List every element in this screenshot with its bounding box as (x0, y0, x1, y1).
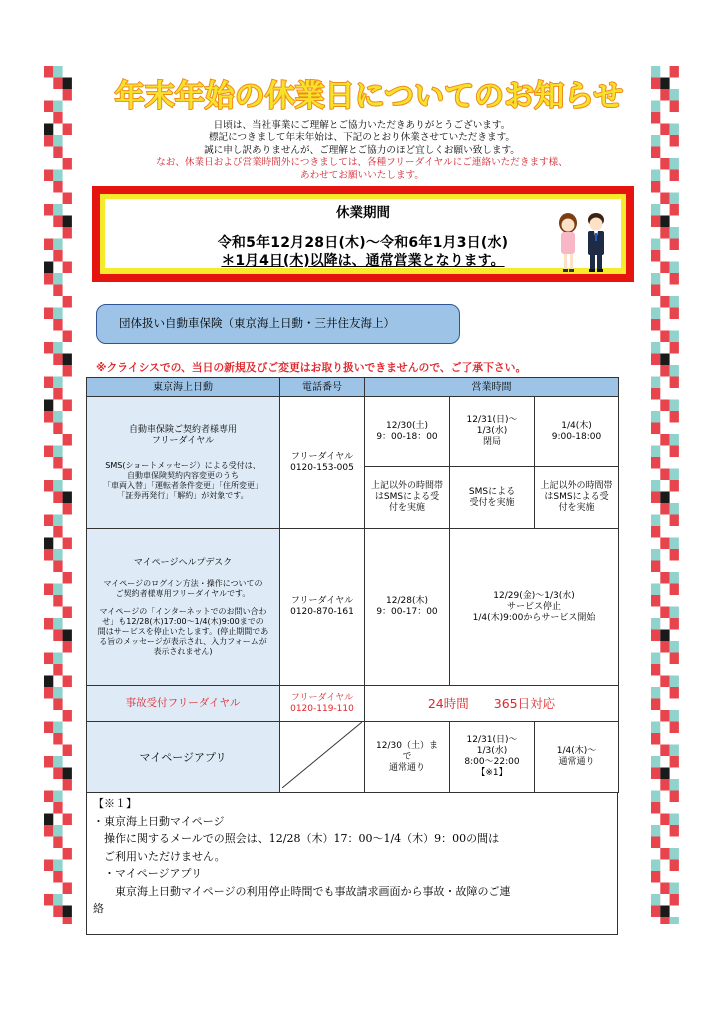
header-hours: 営業時間 (365, 378, 619, 397)
hours-time: 9：00-18：00 (376, 431, 438, 442)
footnote-line: ご利用いただけません。 (93, 849, 226, 863)
warning-text: ※クライシスでの、当日の新規及びご変更はお取り扱いできませんので、ご了承下さい。 (96, 361, 527, 374)
hours-cell (450, 529, 619, 686)
sms-note: はSMSによる受 (374, 492, 440, 502)
phone-number[interactable]: 0120-119-110 (290, 703, 354, 714)
checkered-border-left (44, 66, 72, 924)
row-title: マイページアプリ (139, 750, 227, 764)
intro-line: なお、休業日および営業時間外につきましては、各種フリーダイヤルにご連絡いただきます様、 (156, 157, 568, 169)
sms-note: はSMSによる受 (544, 492, 609, 502)
intro-line: 誠に申し訳ありませんが、ご理解とご協力のほど宜しくお願い致します。 (204, 144, 520, 156)
phone-cell (280, 686, 365, 722)
phone-label: フリーダイヤル (290, 596, 354, 606)
hours-time: 8:00～22:00 (464, 757, 520, 767)
row-note: 自動車保険契約内容変更のうち (127, 470, 239, 480)
phone-label: フリーダイヤル (290, 692, 354, 703)
row-label-mypage-helpdesk (87, 529, 280, 686)
row-note: る旨のメッセージが表示され、入力フォームが (99, 636, 267, 646)
row-note: マイページのログイン方法・操作についての (103, 578, 263, 588)
row-label-accident (87, 686, 280, 722)
intro-line: 日頃は、当社事業にご理解とご協力いただきありがとうございます。 (213, 120, 511, 131)
hours-date: 12/31(日)～ (466, 415, 518, 425)
row-label-auto-insurance (87, 397, 280, 529)
row-note: マイページの「インターネットでのお問い合わ (99, 606, 267, 616)
hours-time: 9:00-18:00 (551, 431, 602, 442)
hours-24-365: 24時間 365日対応 (427, 696, 556, 711)
row-note: SMS(ショートメッセージ）による受付は、 (105, 460, 261, 470)
phone-number[interactable]: 0120-870-161 (290, 607, 354, 617)
hours-status: サービス停止 (506, 601, 561, 612)
table-header-row (87, 378, 619, 397)
intro-line: 標記につきまして年末年始は、下記のとおり休業させていただきます。 (208, 132, 516, 144)
intro-line: あわせてお願いいたします。 (300, 169, 424, 181)
hours-cell (450, 397, 535, 467)
row-label-mypage-app (87, 722, 280, 793)
row-title: 自動車保険ご契約者様専用 (128, 424, 237, 435)
table-row (87, 722, 619, 793)
hours-cell (450, 722, 535, 793)
row-note: 間はサービスを停止いたします。(停止期間であ (97, 626, 269, 636)
table-row (87, 529, 619, 686)
page-title-graphic (104, 72, 634, 116)
hours-cell (365, 722, 450, 793)
hours-date: 1/4(木) (561, 420, 592, 431)
hours-status: 通常通り (388, 762, 425, 773)
closing-period-note-text: ＊1月4日(木)以降は、通常営業となります。 (221, 253, 505, 269)
hours-date: 1/3(水) (476, 746, 508, 756)
hours-date: 12/28(木) (386, 596, 428, 606)
hours-status: 通常通り (558, 757, 595, 767)
row-title: フリーダイヤル (151, 435, 215, 446)
sms-note: 上記以外の時間帯 (370, 481, 443, 491)
header-phone: 電話番号 (280, 378, 365, 397)
hours-cell (365, 529, 450, 686)
row-note: 「車両入替」「運転者条件変更」「住所変更」 (103, 480, 263, 490)
phone-number[interactable]: 0120-153-005 (290, 462, 354, 473)
footnote-line: 操作に関するメールでの照会は、12/28（木）17：00～1/4（木）9：00の間は (93, 832, 500, 845)
sms-note: SMSによる (468, 486, 516, 497)
sms-note: 受付を実施 (469, 497, 515, 508)
phone-cell (280, 529, 365, 686)
row-title: 事故受付フリーダイヤル (125, 697, 241, 709)
footnote-line: 絡 (93, 902, 104, 915)
hours-date: 1/4(木)～ (556, 746, 597, 756)
staff-illustration (548, 205, 620, 277)
footnote-box (86, 792, 618, 935)
sms-cell (365, 467, 450, 529)
hours-date: 1/3(水) (476, 426, 508, 436)
hours-table (86, 377, 619, 793)
closing-period-dates: 令和5年12月28日(木)～令和6年1月3日(水) (217, 235, 509, 251)
hours-time: 9：00-17：00 (376, 607, 438, 617)
row-note: 表示されません) (153, 646, 213, 656)
phone-cell-empty (280, 722, 365, 793)
hours-date: で (402, 751, 412, 762)
row-title: マイページヘルプデスク (133, 557, 233, 568)
hours-cell (535, 397, 619, 467)
intro-text (110, 120, 614, 182)
sms-note: 上記以外の時間帯 (540, 481, 613, 491)
sms-cell (535, 467, 619, 529)
hours-date: 12/30(土) (386, 420, 428, 431)
phone-label: フリーダイヤル (290, 451, 354, 462)
diagonal-line (282, 722, 362, 788)
footnote-line: 【※１】 (93, 797, 137, 810)
table-row (87, 397, 619, 467)
hours-date: 12/31(日)～ (466, 735, 518, 745)
checkered-border-right (651, 66, 679, 924)
phone-cell (280, 397, 365, 529)
hours-date: 12/29(金)～1/3(水) (493, 590, 575, 601)
sms-note: 付を実施 (388, 503, 425, 513)
hours-footnote-ref: 【※1】 (476, 768, 508, 778)
footnote-line: ・マイページアプリ (93, 867, 203, 880)
sms-note: 付を実施 (558, 503, 595, 513)
table-row (87, 686, 619, 722)
closing-period-heading: 休業期間 (336, 205, 390, 221)
footnote-line: ・東京海上日動マイページ (93, 814, 225, 828)
group-insurance-label: 団体扱い自動車保険（東京海上日動・三井住友海上） (96, 304, 460, 344)
row-note: せ」も12/28(木)17:00～1/4(木)9:00までの (102, 616, 264, 626)
footnote-line: 東京海上日動マイページの利用停止時間でも事故請求画面から事故・故障のご連 (93, 884, 511, 898)
header-company: 東京海上日動 (87, 378, 280, 397)
page-title (104, 72, 634, 116)
hours-status: 閉局 (482, 437, 501, 447)
hours-date: 12/30（土）ま (376, 740, 438, 751)
closing-period-content (105, 199, 621, 268)
row-note: ご契約者様専用フリーダイヤルです。 (115, 588, 251, 598)
hours-cell (365, 686, 619, 722)
page-title-text: 年末年始の休業日についてのお知らせ (114, 79, 624, 114)
hours-status: 1/4(木)9:00からサービス開始 (472, 612, 596, 623)
row-note: 「証券再発行」「解約」が対象です。 (117, 490, 249, 500)
closing-period-note (105, 250, 621, 270)
sms-cell (450, 467, 535, 529)
hours-cell (365, 397, 450, 467)
hours-cell (535, 722, 619, 793)
